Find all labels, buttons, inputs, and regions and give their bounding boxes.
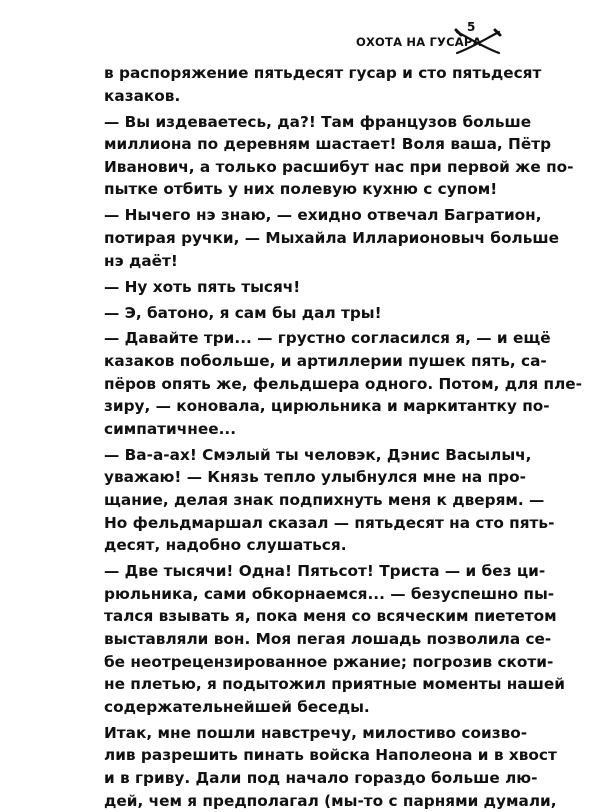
text-line: лив разрешить пинать войска Наполеона и в хвост [104, 746, 557, 765]
text-line: выставляли вон. Моя пегая лошадь позволила се- [104, 629, 552, 648]
text-line: симпатичнее... [104, 419, 237, 438]
paragraph [104, 722, 557, 812]
paragraph [104, 276, 494, 299]
text-line: бе неотрецензированное ржание; погрозив скоти- [104, 652, 554, 671]
text-line: — Ну хоть пять тысяч! [104, 277, 301, 296]
paragraph [104, 302, 494, 325]
text-line: Иванович, а только расшибут нас при первой же по- [104, 157, 574, 176]
text-line: — Нычего нэ знаю, — ехидно отвечал Багратион, [104, 206, 542, 225]
text-line: — Две тысячи! Одна! Пятьсот! Триста — и без ци- [104, 562, 546, 581]
text-line: щание, делая знак подпихнуть меня к дверям. — [104, 491, 545, 510]
text-line: казаков. [104, 86, 181, 105]
crossed-sabers-icon [454, 28, 502, 56]
paragraph [104, 560, 565, 718]
text-line: не плетью, я подытожил приятные моменты нашей [104, 675, 565, 694]
text-line: и в гриву. Дали под начало гораздо больше лю- [104, 768, 538, 787]
text-line: рюльника, сами обкорнаемся... — безуспешно пы- [104, 584, 555, 603]
text-line: дей, чем я предполагал (мы-то с парнями думали, [104, 791, 557, 810]
text-line: миллиона по деревням шастает! Воля ваша, Пётр [104, 135, 552, 154]
text-line: в распоряжение пятьдесят гусар и сто пятьдесят [104, 64, 542, 82]
text-line: — Давайте три... — грустно согласился я, — и ещё [104, 329, 551, 348]
page-number: 5 [467, 20, 476, 34]
text-line: казаков побольше, и артиллерии пушек пять, са- [104, 352, 547, 371]
text-line: зиру, — коновала, цирюльника и маркитантку по- [104, 397, 550, 416]
text-line: нэ даёт! [104, 251, 178, 270]
paragraph [104, 444, 555, 557]
text-line: — Ва-а-ах! Смэлый ты человэк, Дэнис Васылыч, [104, 445, 532, 464]
text-line: потирая ручки, — Мыхайла Илларионовыч больше [104, 228, 559, 247]
paragraph [104, 62, 542, 107]
text-line: — Э, батоно, я сам бы дал тры! [104, 303, 382, 322]
text-line: пёров опять же, фельдшера одного. Потом, для пле- [104, 374, 583, 393]
paragraph [104, 111, 574, 201]
text-line: — Вы издеваетесь, да?! Там французов больше [104, 112, 532, 131]
text-line: уважаю! — Князь тепло улыбнулся мне на про- [104, 468, 526, 487]
text-line: десят, надобно слушаться. [104, 536, 347, 555]
paragraph [104, 204, 559, 272]
text-line: Итак, мне пошли навстречу, милостиво соизво- [104, 723, 528, 742]
text-line: содержательнейшей беседы. [104, 697, 370, 716]
text-line: тался взывать я, пока меня со всяческим пиететом [104, 607, 557, 626]
text-line: Но фельдмаршал сказал — пятьдесят на сто пять- [104, 513, 555, 532]
paragraph [104, 327, 583, 440]
text-line: пытке отбить у них полевую кухню с супом! [104, 180, 498, 199]
body-text [104, 62, 583, 812]
running-header [356, 20, 504, 56]
header-title: ОХОТА НА ГУСАРА [356, 35, 482, 49]
